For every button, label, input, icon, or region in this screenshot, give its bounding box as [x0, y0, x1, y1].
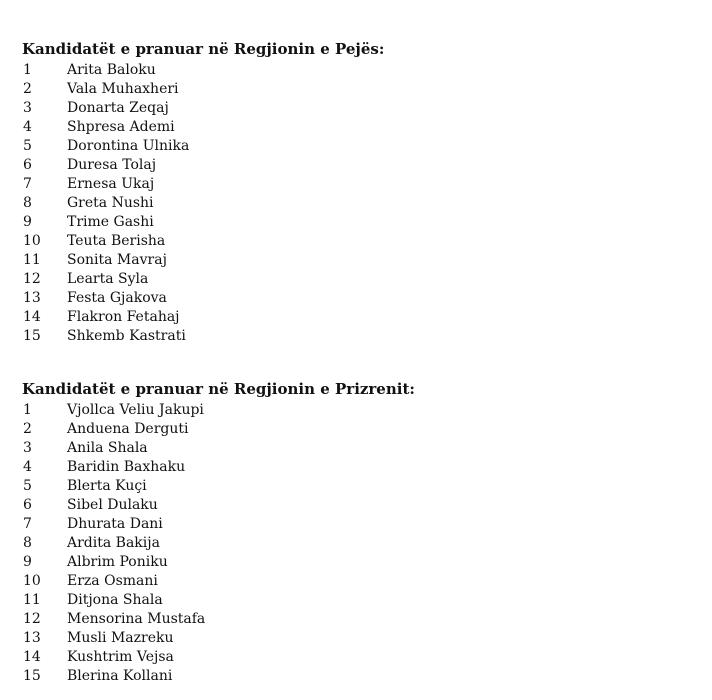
- section-peja: [22, 40, 384, 346]
- candidate-row: [22, 137, 384, 156]
- candidate-number: 7: [23, 516, 32, 532]
- candidate-number: 1: [23, 62, 32, 78]
- candidate-number: 13: [23, 290, 41, 306]
- candidate-name: Sonita Mavraj: [67, 252, 167, 268]
- candidate-row: [22, 213, 384, 232]
- candidate-row: [22, 496, 415, 515]
- candidate-number: 14: [23, 309, 41, 325]
- candidate-name: Baridin Baxhaku: [67, 459, 186, 475]
- candidate-name: Ernesa Ukaj: [67, 176, 155, 192]
- candidate-row: [22, 327, 384, 346]
- candidate-number: 14: [23, 649, 41, 665]
- candidate-number: 6: [23, 157, 32, 173]
- section-heading-peja: Kandidatët e pranuar në Regjionin e Pejës:: [22, 40, 385, 58]
- candidate-name: Shpresa Ademi: [67, 119, 175, 135]
- candidate-number: 10: [23, 573, 41, 589]
- candidate-number: 10: [23, 233, 41, 249]
- candidate-name: Erza Osmani: [67, 573, 158, 589]
- candidate-number: 8: [23, 195, 32, 211]
- candidate-number: 3: [23, 440, 32, 456]
- candidate-number: 6: [23, 497, 32, 513]
- candidate-number: 9: [23, 554, 32, 570]
- candidate-row: [22, 61, 384, 80]
- candidate-number: 13: [23, 630, 41, 646]
- candidate-list-prizren: [22, 401, 415, 686]
- candidate-number: 12: [23, 611, 41, 627]
- candidate-name: Learta Syla: [67, 271, 149, 287]
- candidate-name: Anduena Derguti: [67, 421, 189, 437]
- candidate-row: [22, 439, 415, 458]
- candidate-name: Dorontina Ulnika: [67, 138, 190, 154]
- section-prizren: [22, 380, 415, 686]
- candidate-row: [22, 458, 415, 477]
- candidate-row: [22, 99, 384, 118]
- candidate-row: [22, 477, 415, 496]
- candidate-name: Greta Nushi: [67, 195, 154, 211]
- candidate-row: [22, 610, 415, 629]
- candidate-name: Duresa Tolaj: [67, 157, 157, 173]
- candidate-name: Flakron Fetahaj: [67, 309, 180, 325]
- candidate-number: 15: [23, 328, 41, 344]
- candidate-row: [22, 289, 384, 308]
- section-heading-prizren: Kandidatët e pranuar në Regjionin e Prizrenit:: [22, 380, 415, 398]
- candidate-number: 11: [23, 592, 41, 608]
- candidate-number: 1: [23, 402, 32, 418]
- candidate-row: [22, 270, 384, 289]
- candidate-name: Sibel Dulaku: [67, 497, 158, 513]
- candidate-row: [22, 572, 415, 591]
- candidate-number: 4: [23, 119, 32, 135]
- candidate-row: [22, 534, 415, 553]
- candidate-row: [22, 232, 384, 251]
- candidate-row: [22, 515, 415, 534]
- candidate-row: [22, 629, 415, 648]
- candidate-name: Vala Muhaxheri: [67, 81, 179, 97]
- candidate-name: Musli Mazreku: [67, 630, 174, 646]
- candidate-number: 2: [23, 81, 32, 97]
- candidate-name: Kushtrim Vejsa: [67, 649, 174, 665]
- candidate-number: 2: [23, 421, 32, 437]
- candidate-name: Ardita Bakija: [67, 535, 160, 551]
- candidate-name: Blerina Kollani: [67, 668, 173, 684]
- candidate-number: 5: [23, 138, 32, 154]
- candidate-row: [22, 175, 384, 194]
- candidate-list-peja: [22, 61, 384, 346]
- candidate-row: [22, 420, 415, 439]
- candidate-name: Blerta Kuçi: [67, 478, 147, 494]
- candidate-name: Donarta Zeqaj: [67, 100, 169, 116]
- candidate-name: Shkemb Kastrati: [67, 328, 186, 344]
- candidate-name: Teuta Berisha: [67, 233, 166, 249]
- candidate-row: [22, 553, 415, 572]
- candidate-number: 11: [23, 252, 41, 268]
- candidate-number: 5: [23, 478, 32, 494]
- candidate-row: [22, 156, 384, 175]
- candidate-number: 12: [23, 271, 41, 287]
- candidate-row: [22, 401, 415, 420]
- candidate-row: [22, 648, 415, 667]
- candidate-name: Mensorina Mustafa: [67, 611, 206, 627]
- candidate-name: Arita Baloku: [67, 62, 156, 78]
- candidate-row: [22, 251, 384, 270]
- candidate-name: Trime Gashi: [67, 214, 154, 230]
- candidate-name: Anila Shala: [67, 440, 148, 456]
- candidate-row: [22, 308, 384, 327]
- candidate-name: Albrim Poniku: [67, 554, 168, 570]
- candidate-row: [22, 194, 384, 213]
- candidate-number: 8: [23, 535, 32, 551]
- candidate-name: Dhurata Dani: [67, 516, 163, 532]
- candidate-number: 9: [23, 214, 32, 230]
- candidate-name: Ditjona Shala: [67, 592, 163, 608]
- candidate-name: Vjollca Veliu Jakupi: [67, 402, 204, 418]
- candidate-name: Festa Gjakova: [67, 290, 167, 306]
- candidate-number: 4: [23, 459, 32, 475]
- candidate-row: [22, 667, 415, 686]
- candidate-row: [22, 591, 415, 610]
- candidate-number: 15: [23, 668, 41, 684]
- candidate-number: 7: [23, 176, 32, 192]
- candidate-row: [22, 80, 384, 99]
- candidate-number: 3: [23, 100, 32, 116]
- candidate-row: [22, 118, 384, 137]
